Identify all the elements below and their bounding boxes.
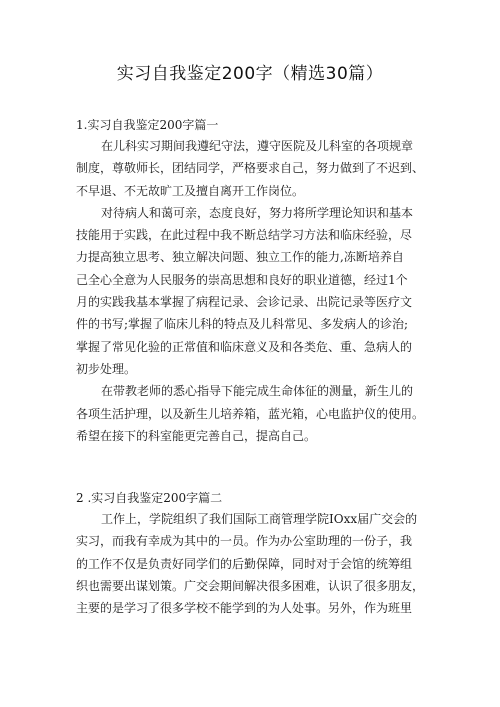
- text-line: 技能用于实践，在此过程中我不断总结学习方法和临床经验，尽: [76, 228, 413, 243]
- text-line: 件的书写;掌握了临床儿科的特点及儿科常见、多发病人的诊治;: [76, 317, 409, 332]
- text-line: 主要的是学习了很多学校不能学到的为人处事。另外，作为班里: [76, 601, 413, 616]
- text-line: 己全心全意为人民服务的崇高思想和良好的职业道德，经过1个: [76, 272, 408, 287]
- paragraph: [76, 202, 428, 380]
- text-line: 在儿科实习期间我遵纪守法，遵守医院及儿科室的各项规章: [101, 139, 414, 153]
- text-line: 织也需要出谋划策。广交会期间解决很多困难，认识了很多朋友，: [76, 578, 425, 593]
- section-heading: 2 .实习自我鉴定200字篇二: [76, 491, 223, 505]
- document-title: 实习自我鉴定200字（精选30篇）: [116, 64, 384, 84]
- text-line: 月的实践我基本掌握了病程记录、会诊记录、出院记录等医疗文: [76, 295, 413, 310]
- text-line: 制度，尊敬师长，团结同学，严格要求自己，努力做到了不迟到、: [76, 161, 425, 176]
- text-line: 在带教老师的悉心指导下能完成生命体征的测量，新生儿的: [101, 384, 414, 399]
- text-line: 工作上，学院组织了我们国际工商管理学院IOxx届广交会的: [101, 512, 418, 526]
- text-line: 的工作不仅是负责好同学们的后勤保障，同时对于会馆的统筹组: [76, 556, 413, 571]
- text-line: 希望在接下的科室能更完善自己，提高自己。: [76, 428, 317, 443]
- text-line: 实习，而我有幸成为其中的一员。作为办公室助理的一份子，我: [76, 534, 413, 549]
- section-2: [76, 489, 428, 619]
- paragraph: [76, 380, 428, 447]
- text-line: 掌握了常见化验的正常值和临床意义及和各类危、重、急病人的: [76, 339, 413, 354]
- section-1: [76, 116, 428, 447]
- text-line: 各项生活护理，以及新生儿培养箱，蓝光箱，心电监护仪的使用。: [76, 406, 425, 421]
- paragraph: [76, 508, 428, 619]
- text-line: 不早退、不无故旷工及擅自离开工作岗位。: [76, 183, 305, 198]
- section-heading: 1.实习自我鉴定200字篇一: [76, 118, 219, 132]
- paragraph: [76, 135, 428, 202]
- text-line: 初步处理。: [76, 361, 137, 376]
- text-line: 对待病人和蔼可亲，态度良好，努力将所学理论知识和基本: [101, 205, 414, 220]
- text-line: 力提高独立思考、独立解决问题、独立工作的能力,冻断培养自: [76, 250, 404, 265]
